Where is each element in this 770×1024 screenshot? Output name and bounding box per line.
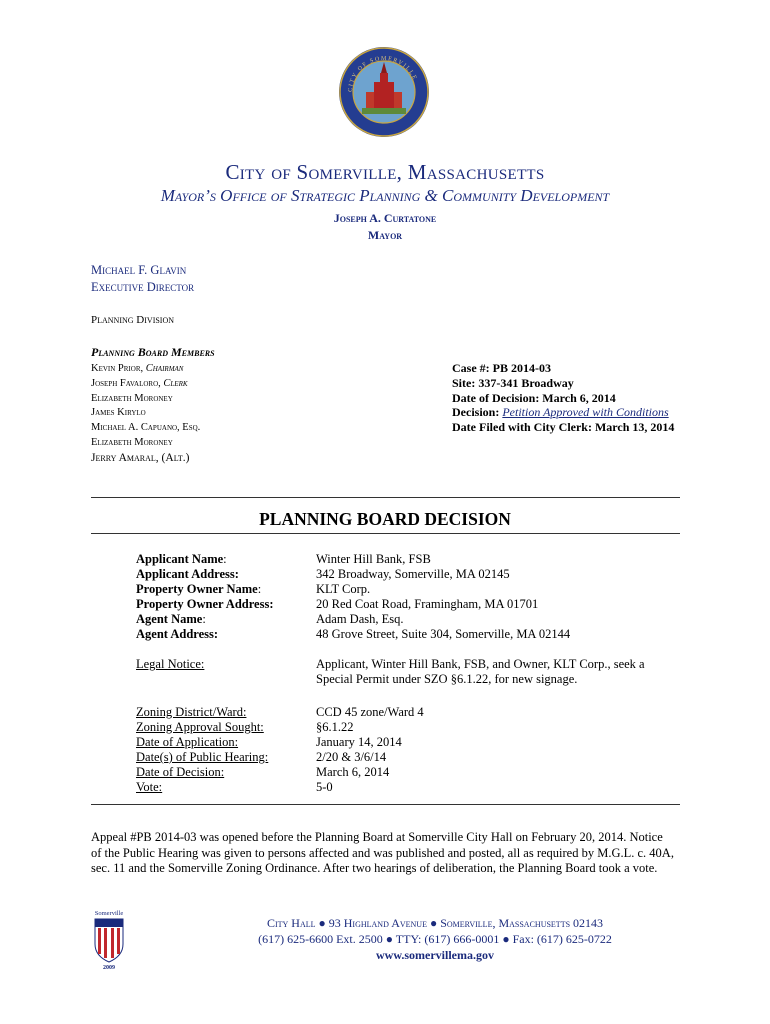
director-title: Executive Director [91,280,195,294]
case-site: Site: 337-341 Broadway [452,375,574,390]
mayor-title: Mayor [367,228,403,242]
mayor-name: Joseph A. Curtatone [333,211,437,225]
agent-name: Adam Dash, Esq. [316,612,404,626]
agent-address: 48 Grove Street, Suite 304, Somerville, MA 02144 [316,627,571,641]
board-member: Michael A. Capuano, Esq. [91,422,201,434]
footer-address: City Hall ● 93 Highland Avenue ● Somerville, Massachusetts 02143 [266,916,604,930]
application-date: January 14, 2014 [316,735,402,749]
owner-name-label: Property Owner Name: [136,582,262,596]
owner-address: 20 Red Coat Road, Framingham, MA 01701 [316,597,539,611]
legal-notice-line: Special Permit under SZO §6.1.22, for new signage. [316,672,578,686]
vote-label: Vote: [136,780,163,794]
board-members-list [91,362,200,466]
city-title: City of Somerville, Massachusetts [225,160,545,184]
board-member: Elizabeth Moroney [91,392,173,404]
appeal-paragraph: Appeal #PB 2014-03 was opened before the Planning Board at Somerville City Hall on February 20, 2014. Notice of the Public Hearing was given to persons affected and was published and posted, all as required by M.G.L. c. 40A, sec. 11 and the Somerville Zoning Ordinance. After two hearings of deliberation, the Planning Board took a vote. [91,830,674,875]
zoning-approval-label: Zoning Approval Sought: [136,720,264,734]
application-date-label: Date of Application: [136,735,239,749]
case-info [452,361,674,435]
office-title: Mayor’s Office of Strategic Planning & Community Development [160,186,610,205]
division-label: Planning Division [91,314,175,326]
agent-name-label: Agent Name: [136,612,206,626]
zoning-approval: §6.1.22 [316,720,354,734]
logo-bottom-text: 2009 [103,965,115,970]
board-member: Joseph Favaloro, Clerk [91,377,188,389]
divider [91,497,680,498]
logo-top-text: Somerville [94,910,124,917]
decision-value: Petition Approved with Conditions [502,405,669,420]
footer-website-link[interactable]: www.somervillema.gov [376,948,494,962]
seal-arc-text: CITY OF SOMERVILLE [347,55,418,93]
board-member: James Kirylo [91,407,146,419]
case-date-decision: Date of Decision: March 6, 2014 [452,390,616,405]
legal-notice-label: Legal Notice: [136,657,205,671]
board-member: Elizabeth Moroney [91,436,173,448]
zoning-district: CCD 45 zone/Ward 4 [316,705,424,719]
decision-heading: PLANNING BOARD DECISION [259,509,511,529]
divider [91,804,680,805]
vote-value: 5-0 [316,780,333,794]
zoning-district-label: Zoning District/Ward: [136,705,247,719]
decision-date: March 6, 2014 [316,765,390,779]
footer [150,915,720,963]
case-number: Case #: PB 2014-03 [452,361,551,375]
legal-notice-line: Applicant, Winter Hill Bank, FSB, and Owner, KLT Corp., seek a [316,657,645,671]
applicant-address-label: Applicant Address: [136,567,239,581]
agent-address-label: Agent Address: [136,627,219,641]
applicant-address: 342 Broadway, Somerville, MA 02145 [316,567,510,581]
applicant-name: Winter Hill Bank, FSB [316,552,431,566]
case-date-filed: Date Filed with City Clerk: March 13, 2014 [452,420,675,435]
board-member: Kevin Prior, Chairman [91,363,184,374]
owner-name: KLT Corp. [316,582,371,596]
case-decision: Decision: Petition Approved with Conditions [452,405,669,420]
footer-phones: (617) 625-6600 Ext. 2500 ● TTY: (617) 666-0001 ● Fax: (617) 625-0722 [258,932,612,946]
divider [91,533,680,534]
board-members-heading: Planning Board Members [91,345,215,359]
director-name: Michael F. Glavin [91,263,187,277]
hearing-dates-label: Date(s) of Public Hearing: [136,750,269,764]
somerville-shield-logo [90,908,128,970]
decision-date-label: Date of Decision: [136,765,225,779]
owner-address-label: Property Owner Address: [136,597,274,611]
city-seal [338,46,430,138]
applicant-name-label: Applicant Name: [136,552,227,566]
board-member: Jerry Amaral, (Alt.) [91,451,190,464]
hearing-dates: 2/20 & 3/6/14 [316,750,387,764]
